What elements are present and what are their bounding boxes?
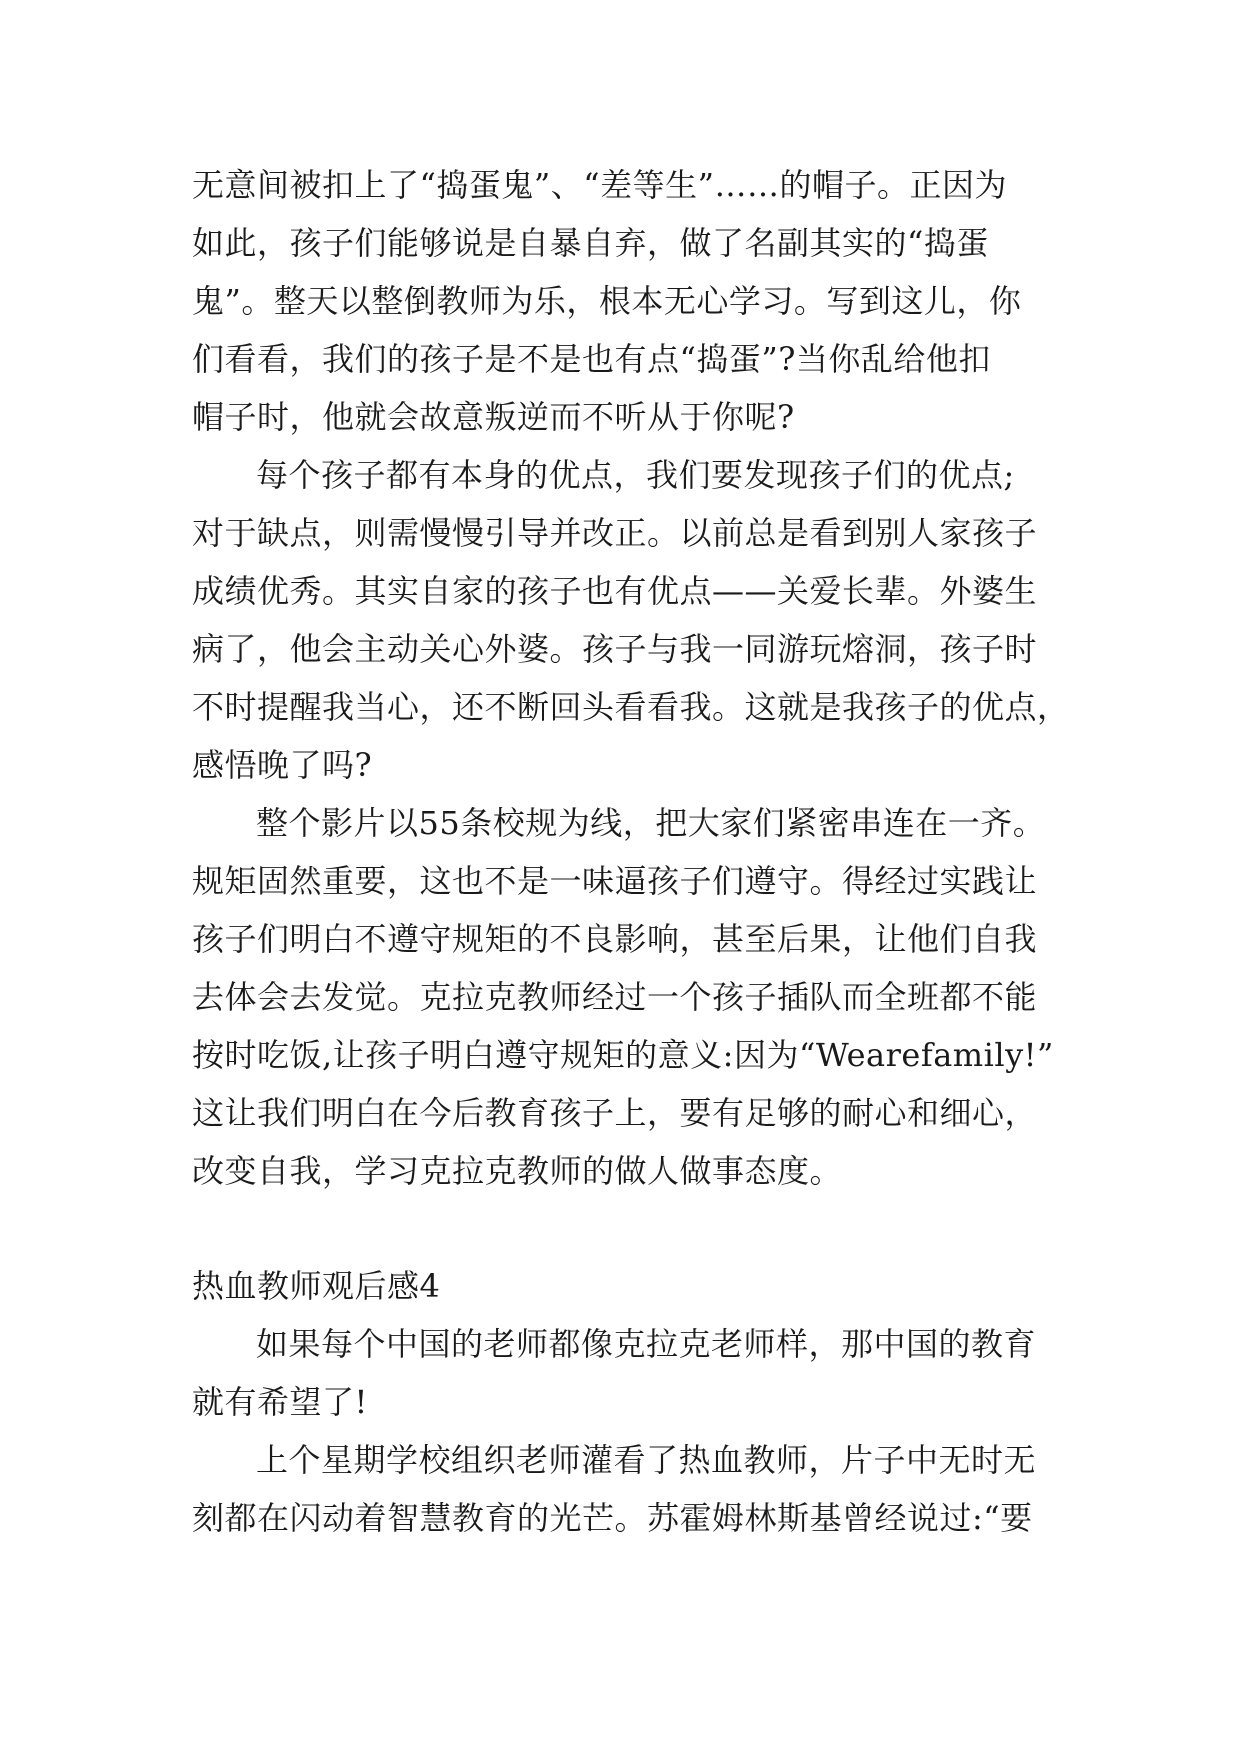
text-line: 感悟晚了吗? [192, 746, 373, 784]
text-line: 整个影片以55条校规为线，把大家们紧密串连在一齐。 [256, 804, 1046, 842]
text-line: 按时吃饭,让孩子明白遵守规矩的意义:因为“Wearefamily!” [192, 1036, 1054, 1074]
text-line: 们看看，我们的孩子是不是也有点“捣蛋”?当你乱给他扣 [192, 340, 991, 378]
text-line: 如此，孩子们能够说是自暴自弃，做了名副其实的“捣蛋 [192, 224, 989, 262]
text-line: 鬼”。整天以整倒教师为乐，根本无心学习。写到这儿，你 [192, 282, 1022, 320]
text-line: 不时提醒我当心，还不断回头看看我。这就是我孩子的优点， [192, 688, 1070, 726]
text-line: 每个孩子都有本身的优点，我们要发现孩子们的优点; [256, 456, 1015, 494]
text-line: 上个星期学校组织老师灌看了热血教师，片子中无时无 [256, 1441, 1037, 1479]
text-line: 刻都在闪动着智慧教育的光芒。苏霍姆林斯基曾经说过:“要 [192, 1499, 1033, 1537]
text-line: 孩子们明白不遵守规矩的不良影响，甚至后果，让他们自我 [192, 920, 1038, 958]
text-line: 对于缺点，则需慢慢引导并改正。以前总是看到别人家孩子 [192, 514, 1038, 552]
text-line: 无意间被扣上了“捣蛋鬼”、“差等生”……的帽子。正因为 [192, 166, 1007, 204]
text-line: 帽子时，他就会故意叛逆而不听从于你呢? [192, 398, 795, 436]
text-line: 如果每个中国的老师都像克拉克老师样，那中国的教育 [256, 1325, 1037, 1363]
text-line: 病了，他会主动关心外婆。孩子与我一同游玩熔洞，孩子时 [192, 630, 1038, 668]
section-heading: 热血教师观后感4 [192, 1267, 441, 1305]
text-line: 这让我们明白在今后教育孩子上，要有足够的耐心和细心， [192, 1094, 1038, 1132]
text-line: 成绩优秀。其实自家的孩子也有优点——关爱长辈。外婆生 [192, 572, 1038, 610]
text-line: 改变自我，学习克拉克教师的做人做事态度。 [192, 1152, 843, 1190]
text-line: 去体会去发觉。克拉克教师经过一个孩子插队而全班都不能 [192, 978, 1038, 1016]
text-line: 就有希望了! [192, 1383, 368, 1421]
text-line: 规矩固然重要，这也不是一味逼孩子们遵守。得经过实践让 [192, 862, 1038, 900]
